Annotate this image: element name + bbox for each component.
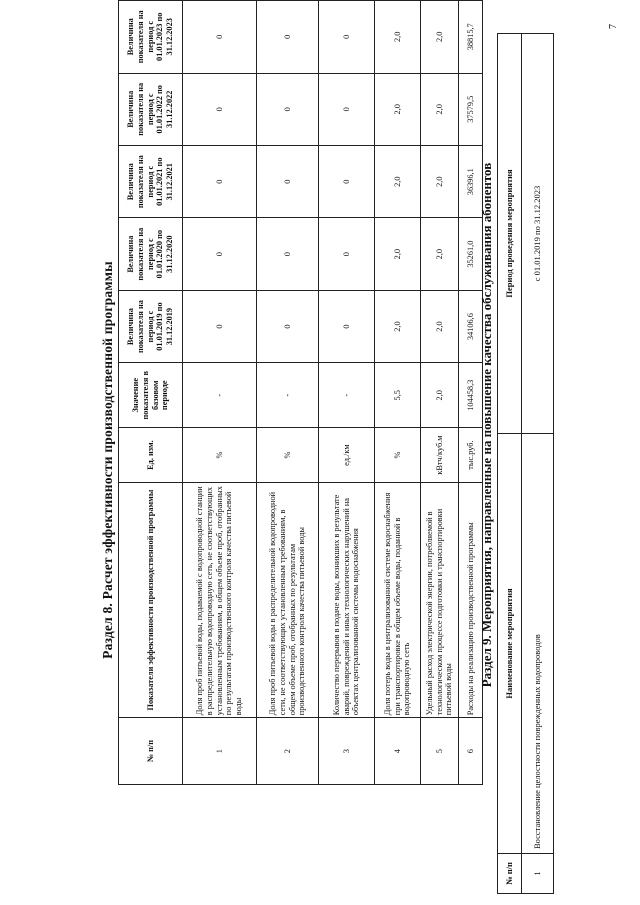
row-2020: 0 bbox=[183, 218, 257, 290]
row-num: 2 bbox=[257, 718, 319, 785]
row-num: 4 bbox=[375, 718, 421, 785]
row-2020: 2,0 bbox=[421, 218, 459, 290]
row-2021: 0 bbox=[257, 145, 319, 217]
row-2023: 0 bbox=[183, 1, 257, 74]
table-row bbox=[522, 34, 554, 894]
row-indicator: Расходы на реализацию производственной программы bbox=[459, 482, 483, 717]
row-2023: 0 bbox=[257, 1, 319, 74]
header-2023: Величина показателя на период с 01.01.2023 по 31.12.2023 bbox=[119, 1, 183, 74]
row-2021: 0 bbox=[319, 145, 375, 217]
row-indicator: Доля проб питьевой воды, подаваемой с водопроводной станции в распределительную водопроводную сеть, не соответствующих установленным требованиям, в общем объеме проб, отобранных по результатам производственного контроля качества питьевой воды bbox=[183, 482, 257, 717]
page-number: 7 bbox=[608, 24, 619, 29]
row-2019: 2,0 bbox=[421, 290, 459, 362]
row-num: 6 bbox=[459, 718, 483, 785]
row-num: 5 bbox=[421, 718, 459, 785]
table-row bbox=[183, 1, 257, 785]
row-period: с 01.01.2019 по 31.12.2023 bbox=[522, 34, 554, 434]
row-indicator: Доля проб питьевой воды в распределительной водопроводной сети, не соответствующих установленным требованиям, в общем объеме проб, отобранных по результатам производственного контроля качества питьевой воды bbox=[257, 482, 319, 717]
row-2023: 2,0 bbox=[421, 1, 459, 74]
row-base: 2,0 bbox=[421, 363, 459, 428]
row-2022: 0 bbox=[183, 73, 257, 145]
row-2023: 2,0 bbox=[375, 1, 421, 74]
section8-title: Раздел 8. Расчет эффективности производственной программы bbox=[100, 261, 115, 659]
table-row bbox=[319, 1, 375, 785]
header-2021: Величина показателя на период с 01.01.2021 по 31.12.2021 bbox=[119, 145, 183, 217]
efficiency-table bbox=[118, 0, 483, 785]
row-2021: 2,0 bbox=[375, 145, 421, 217]
row-base: - bbox=[257, 363, 319, 428]
row-2022: 37579,5 bbox=[459, 73, 483, 145]
row-base: - bbox=[183, 363, 257, 428]
header-2019: Величина показателя на период с 01.01.2019 по 31.12.2019 bbox=[119, 290, 183, 362]
row-name: Восстановление целостности поврежденных водопроводов bbox=[522, 434, 554, 854]
row-2021: 0 bbox=[183, 145, 257, 217]
row-unit: ед./км bbox=[319, 428, 375, 483]
row-indicator: Доля потерь воды в централизованной системе водоснабжения при транспортировке в общем объеме воды, поданной в водопроводную сеть bbox=[375, 482, 421, 717]
row-unit: тыс.руб. bbox=[459, 428, 483, 483]
header-name: Наименование мероприятия bbox=[498, 434, 522, 854]
header-num: № п/п bbox=[119, 718, 183, 785]
header-unit: Ед. изм. bbox=[119, 428, 183, 483]
efficiency-table-header bbox=[119, 1, 183, 785]
row-2019: 2,0 bbox=[375, 290, 421, 362]
header-base: Значение показателя в базовом периоде bbox=[119, 363, 183, 428]
row-num: 3 bbox=[319, 718, 375, 785]
row-2020: 2,0 bbox=[375, 218, 421, 290]
row-base: 5,5 bbox=[375, 363, 421, 428]
row-2023: 38815,7 bbox=[459, 1, 483, 74]
table-row bbox=[421, 1, 459, 785]
row-2023: 0 bbox=[319, 1, 375, 74]
row-2019: 34106,6 bbox=[459, 290, 483, 362]
row-num: 1 bbox=[183, 718, 257, 785]
row-num: 1 bbox=[522, 854, 554, 894]
row-2021: 2,0 bbox=[421, 145, 459, 217]
table-row bbox=[375, 1, 421, 785]
row-unit: % bbox=[257, 428, 319, 483]
row-2021: 36396,1 bbox=[459, 145, 483, 217]
row-2022: 2,0 bbox=[375, 73, 421, 145]
header-num: № п/п bbox=[498, 854, 522, 894]
row-2022: 2,0 bbox=[421, 73, 459, 145]
row-2022: 0 bbox=[257, 73, 319, 145]
row-2020: 0 bbox=[319, 218, 375, 290]
row-base: 104458,3 bbox=[459, 363, 483, 428]
row-2022: 0 bbox=[319, 73, 375, 145]
row-2019: 0 bbox=[319, 290, 375, 362]
header-2020: Величина показателя на период с 01.01.2020 по 31.12.2020 bbox=[119, 218, 183, 290]
table-row bbox=[257, 1, 319, 785]
row-indicator: Удельный расход электрической энергии, потребляемой в технологическом процессе подготовки и транспортировки питьевой воды bbox=[421, 482, 459, 717]
section9-title: Раздел 9. Мероприятия, направленные на повышение качества обслуживания абонентов bbox=[479, 162, 494, 688]
row-2020: 35261,0 bbox=[459, 218, 483, 290]
measures-table bbox=[497, 33, 554, 894]
row-2019: 0 bbox=[257, 290, 319, 362]
row-base: - bbox=[319, 363, 375, 428]
row-unit: кВтч/куб.м bbox=[421, 428, 459, 483]
measures-table-header bbox=[498, 34, 522, 894]
header-period: Период проведения мероприятия bbox=[498, 34, 522, 434]
row-2019: 0 bbox=[183, 290, 257, 362]
row-2020: 0 bbox=[257, 218, 319, 290]
header-2022: Величина показателя на период с 01.01.2022 по 31.12.2022 bbox=[119, 73, 183, 145]
row-unit: % bbox=[375, 428, 421, 483]
row-unit: % bbox=[183, 428, 257, 483]
row-indicator: Количество перерывов в подаче воды, возникших в результате аварий, повреждений и иных технологических нарушений на объектах централизованной системы водоснабжения bbox=[319, 482, 375, 717]
header-indicator: Показатели эффективности производственной программы bbox=[119, 482, 183, 717]
